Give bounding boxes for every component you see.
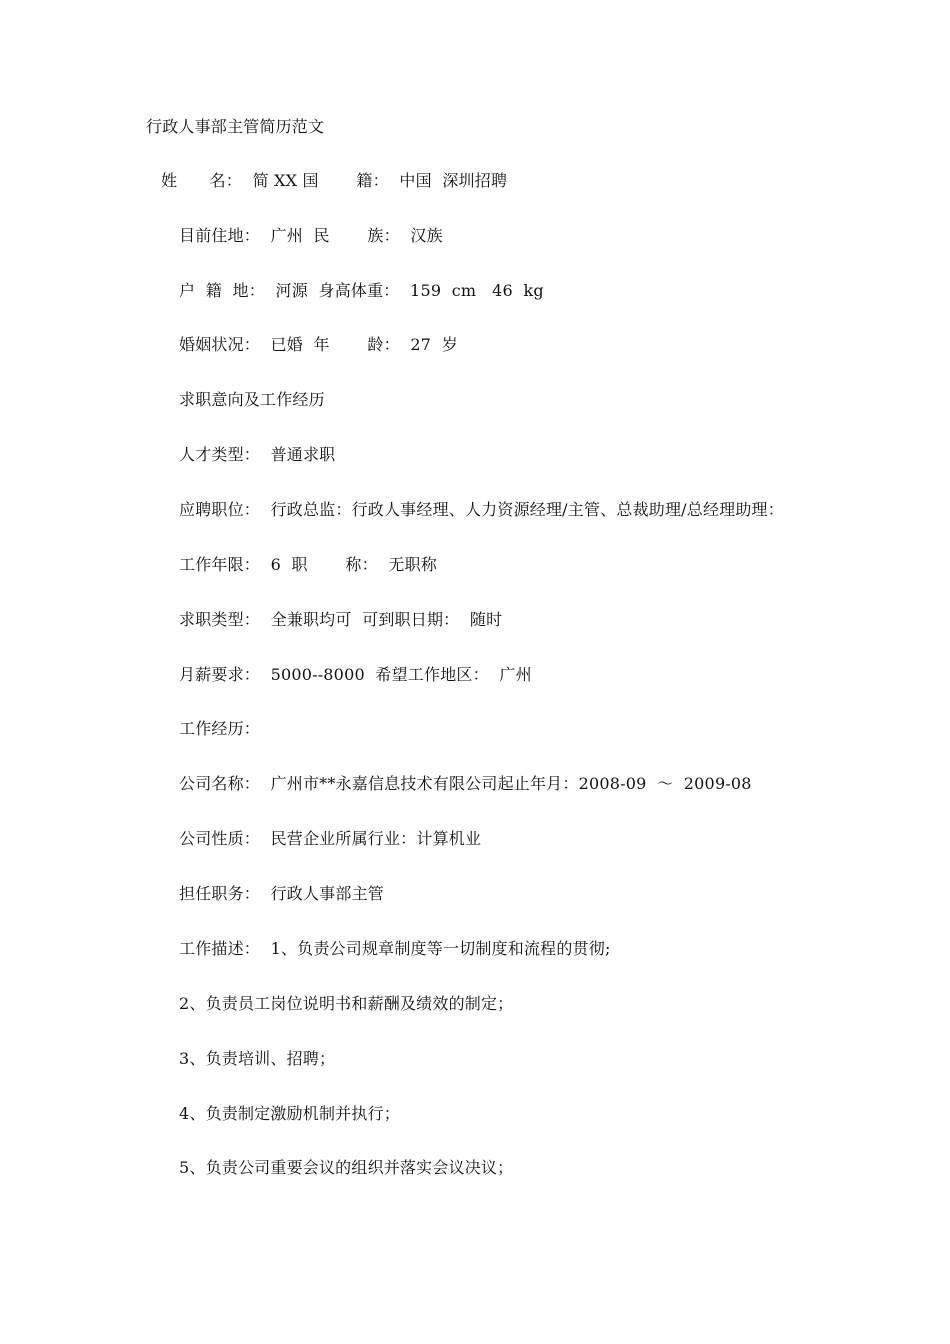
section-heading-work-history: 工作经历： <box>179 719 261 738</box>
line-talent-type: 人才类型： 普通求职 <box>179 445 336 464</box>
line-job-description-1: 工作描述： 1、负责公司规章制度等一切制度和流程的贯彻; <box>179 939 611 958</box>
line-hukou-height-weight: 户 籍 地： 河源 身高体重： 159 cm 46 kg <box>179 281 544 300</box>
line-company-nature-industry: 公司性质： 民营企业所属行业：计算机业 <box>179 829 482 848</box>
line-job-description-2: 2、负责员工岗位说明书和薪酬及绩效的制定； <box>179 994 514 1013</box>
line-job-role: 担任职务： 行政人事部主管 <box>179 884 384 903</box>
line-marital-age: 婚姻状况： 已婚 年 龄： 27 岁 <box>179 335 458 354</box>
line-job-description-4: 4、负责制定激励机制并执行； <box>179 1104 400 1123</box>
line-salary-location: 月薪要求： 5000--8000 希望工作地区： 广州 <box>179 665 532 684</box>
line-residence-ethnicity: 目前住地： 广州 民 族： 汉族 <box>179 226 443 245</box>
line-job-description-3: 3、负责培训、招聘； <box>179 1049 336 1068</box>
line-job-description-5: 5、负责公司重要会议的组织并落实会议决议； <box>179 1158 514 1177</box>
line-years-title: 工作年限： 6 职 称： 无职称 <box>179 555 437 574</box>
line-name-nationality: 姓 名： 简 XX 国 籍： 中国 深圳招聘 <box>161 171 508 190</box>
document-title: 行政人事部主管简历范文 <box>146 117 325 136</box>
line-applied-position: 应聘职位： 行政总监：行政人事经理、人力资源经理/主管、总裁助理/总经理助理： <box>179 500 784 519</box>
section-heading-intent-experience: 求职意向及工作经历 <box>179 390 325 409</box>
line-company-name-period: 公司名称： 广州市**永嘉信息技术有限公司起止年月：2008-09 ～ 2009-08 <box>179 774 752 793</box>
line-job-type-start-date: 求职类型： 全兼职均可 可到职日期： 随时 <box>179 610 503 629</box>
